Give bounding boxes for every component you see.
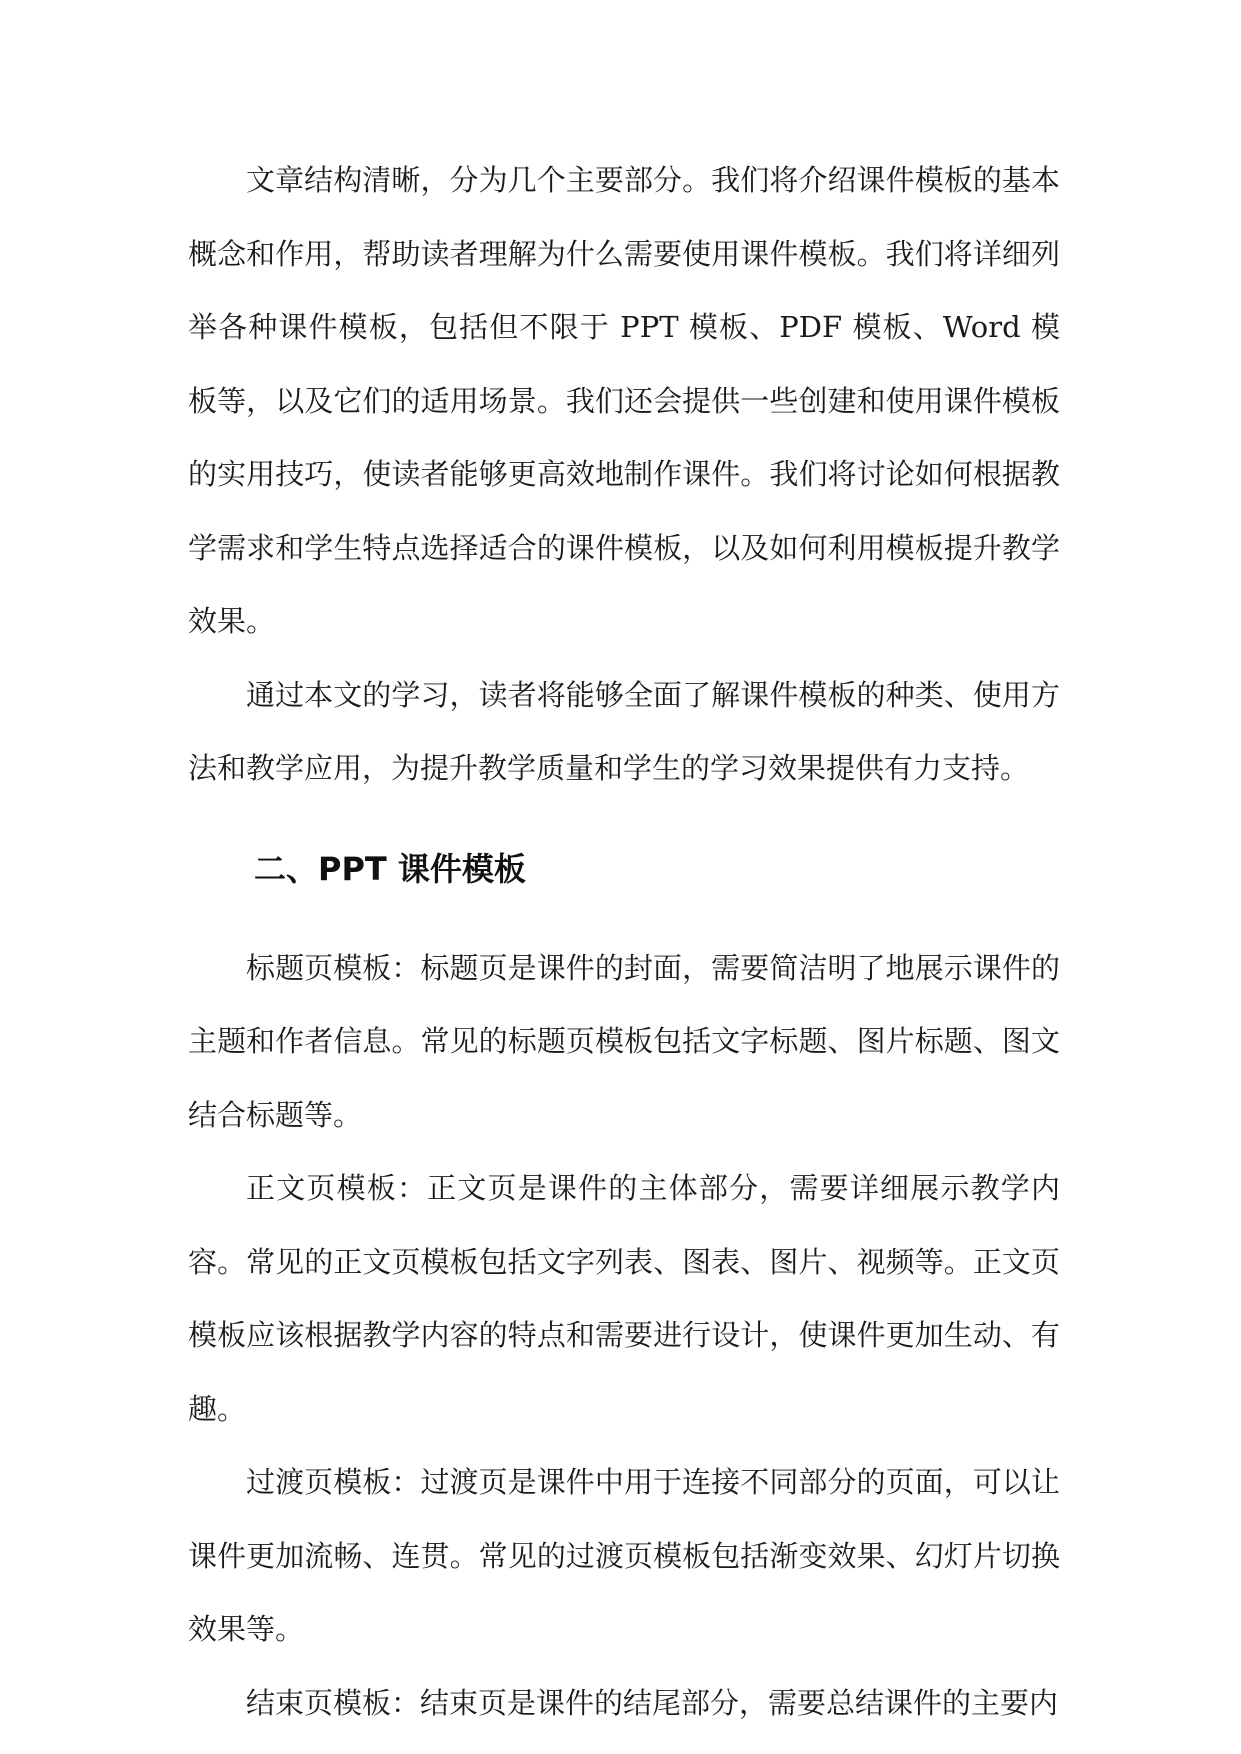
paragraph-summary: 通过本文的学习，读者将能够全面了解课件模板的种类、使用方法和教学应用，为提升教学质量和学生的学习效果提供有力支持。 (188, 677, 1060, 785)
paragraph-end-page-template: 结束页模板：结束页是课件的结尾部分，需要总结课件的主要内 (246, 1685, 1059, 1720)
document-body (188, 144, 1060, 1740)
paragraph-title-page-template: 标题页模板：标题页是课件的封面，需要简洁明了地展示课件的主题和作者信息。常见的标题页模板包括文字标题、图片标题、图文结合标题等。 (188, 950, 1060, 1132)
paragraph-structure: 文章结构清晰，分为几个主要部分。我们将介绍课件模板的基本概念和作用，帮助读者理解为什么需要使用课件模板。我们将详细列举各种课件模板，包括但不限于 PPT 模板、PDF 模板、Word 模板等，以及它们的适用场景。我们还会提供一些创建和使用课件模板的实用技巧，使读者能够更高效地制作课件。我们将讨论如何根据教学需求和学生特点选择适合的课件模板，以及如何利用模板提升教学效果。 (188, 163, 1060, 638)
paragraph-body-page-template: 正文页模板：正文页是课件的主体部分，需要详细展示教学内容。常见的正文页模板包括文字列表、图表、图片、视频等。正文页模板应该根据教学内容的特点和需要进行设计，使课件更加生动、有趣。 (188, 1171, 1060, 1426)
section-heading: 二、PPT 课件模板 (254, 849, 526, 888)
paragraph-transition-page-template: 过渡页模板：过渡页是课件中用于连接不同部分的页面，可以让课件更加流畅、连贯。常见的过渡页模板包括渐变效果、幻灯片切换效果等。 (188, 1465, 1060, 1646)
